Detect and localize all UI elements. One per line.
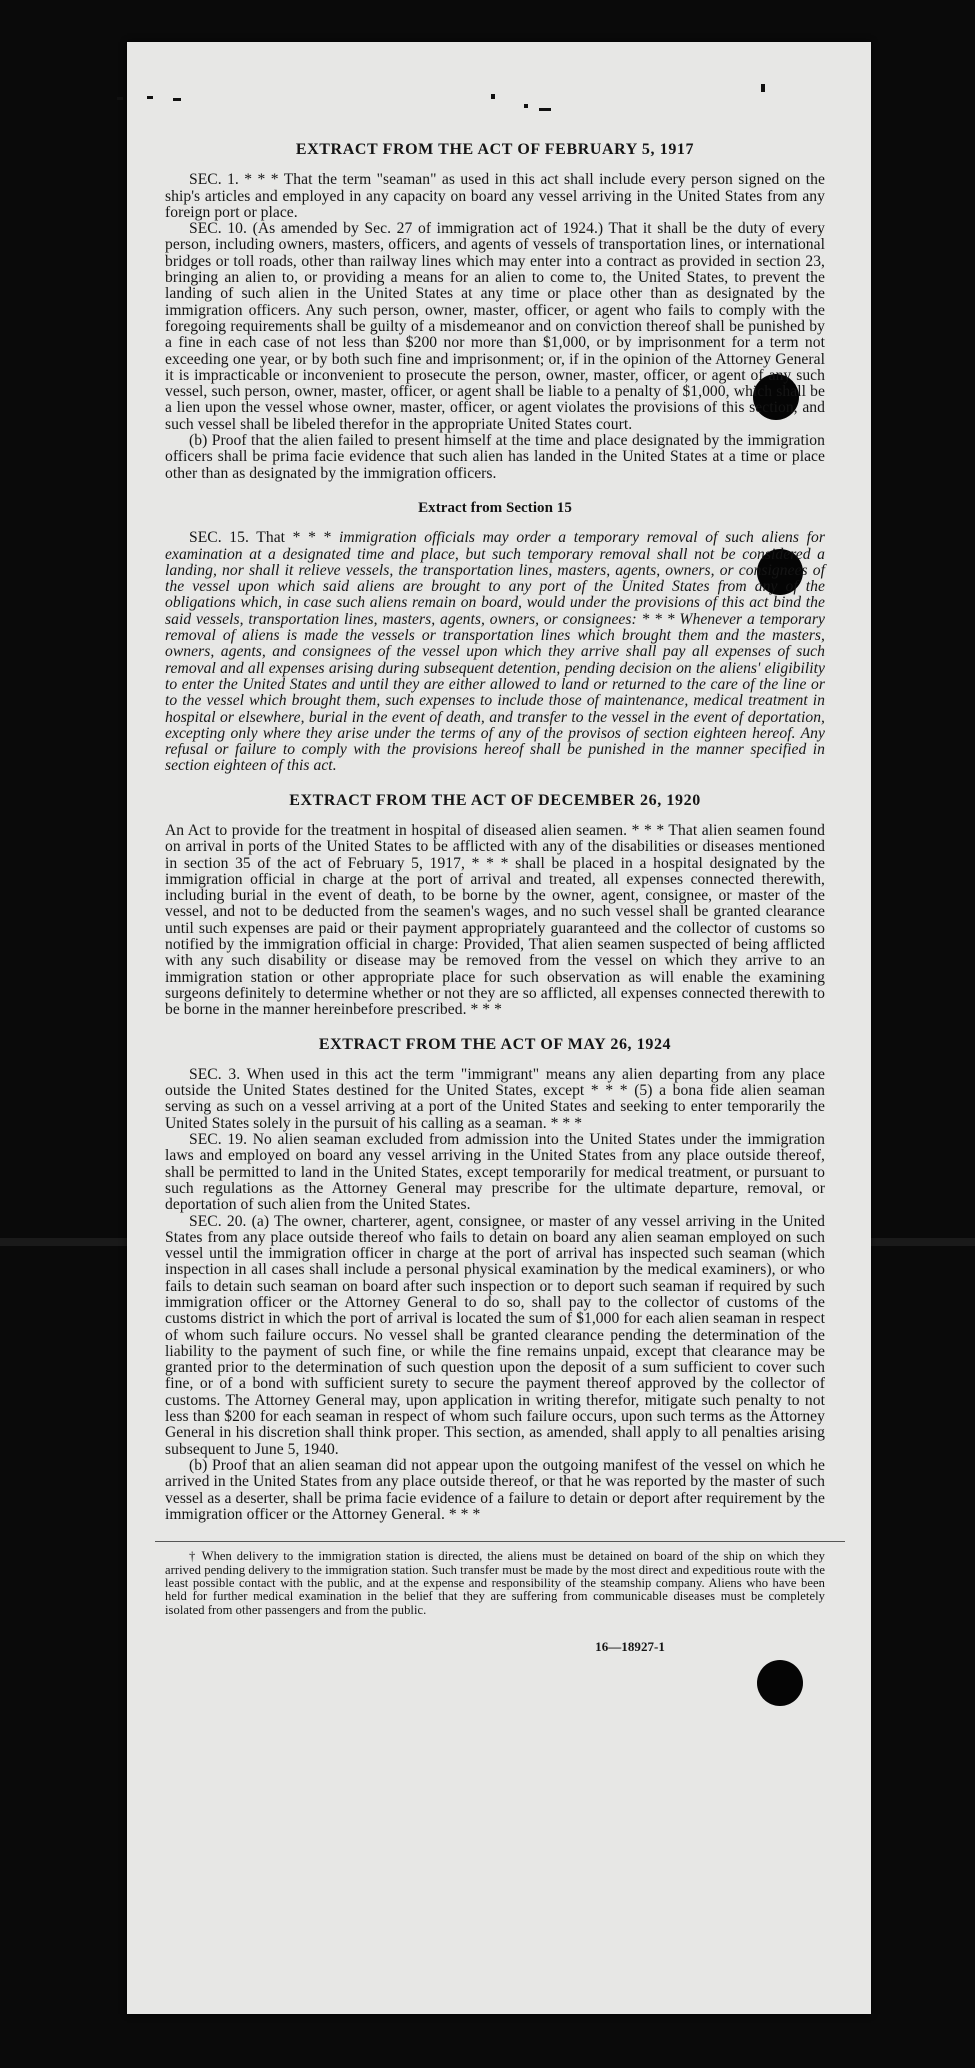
paragraph: SEC. 10. (As amended by Sec. 27 of immigration act of 1924.) That it shall be the duty of every person, including owners, masters, officers, and agents of vessels of transportation lines, or international bridges or toll roads, other than railway lines which may enter into a contract as provided in section 23, bringing an alien to, or providing a means for an alien to come to, the United States, to prevent the landing of such alien in the United States at any time or place other than as designated by the immigration officers. Any such person, owner, master, officer, or agent who fails to comply with the foregoing requirements shall be guilty of a misdemeanor and on conviction thereof shall be punished by a fine in each case of not less than $200 nor more than $1,000, or by imprisonment for a term not exceeding one year, or by both such fine and imprisonment; or, if in the opinion of the Attorney General it is impracticable or inconvenient to prosecute the person, owner, master, officer, or agent of any such vessel, such person, owner, master, officer, or agent shall be liable to a penalty of $1,000, which shall be a lien upon the vessel whose owner, master, officer, or agent violates the provisions of this section, and such vessel shall be libeled therefor in the appropriate United States court. [165,220,825,433]
scan-speck [147,96,153,99]
paragraph: (b) Proof that an alien seaman did not appear upon the outgoing manifest of the vessel on which he arrived in the United States from any place outside thereof, or that he was reported by the master of such vessel as a deserter, shall be prima facie evidence of a failure to detain or deport after requirement by the immigration officer or the Attorney General. * * * [165,1456,825,1523]
section-heading: EXTRACT FROM THE ACT OF DECEMBER 26, 1920 [289,791,701,809]
paper-sheet [127,42,871,2014]
section-act-1920 [165,793,825,1019]
punch-hole [757,1660,803,1706]
section-heading: EXTRACT FROM THE ACT OF MAY 26, 1924 [318,1035,672,1053]
footnote: † When delivery to the immigration station is directed, the aliens must be detained on board of the ship on which they arrived pending delivery to the immigration station. Such transfer must be made by the most direct and expeditious route with the least possible contact with the public, and at the expense and responsibility of the steamship company. Aliens who have been held for further medical examination in the belief that they are suffering from communicable diseases must be completely isolated from other passengers and from the public. [165,1549,825,1617]
paragraph [165,530,825,774]
section-subheading: Extract from Section 15 [418,499,572,516]
scan-speck [117,97,123,100]
scan-speck [761,84,765,92]
paragraph-lead: SEC. 15. That * * * [189,529,340,547]
scan-speck [524,104,528,108]
paragraph: SEC. 1. * * * That the term "seaman" as used in this act shall include every person signed on the ship's articles and employed in any capacity on board any vessel arriving in the United States from any foreign port or place. [165,171,825,221]
paragraph: SEC. 19. No alien seaman excluded from admission into the United States under the immigration laws and employed on board any vessel arriving in the United States from any place outside thereof, shall be permitted to land in the United States, except temporarily for medical treatment, or pursuant to such regulations as the Attorney General may prescribe for the ultimate departure, removal, or deportation of such alien from the United States. [165,1131,825,1214]
scan-speck [173,98,181,101]
paragraph: (b) Proof that the alien failed to present himself at the time and place designated by the immigration officers shall be prima facie evidence that such alien has landed in the United States at a time or place other than as designated by the immigration officers. [165,432,825,482]
document-number: 16—18927-1 [595,1639,665,1655]
italic-text: immigration officials may order a temporary removal of such aliens for examination at a designated time and place, but such temporary removal shall not be considered a landing, nor shall it relieve vessels, the transportation lines, masters, agents, owners, or consignees of the vessel upon which said aliens are brought to any port of the United States from any of the obligations which, in case such aliens remain on board, would under the provisions of this act bind the said vessels, transportation lines, masters, agents, owners, or consignees: * * * Whenever a temporary removal of aliens is made the vessels or transportation lines which brought them and the masters, owners, agents, and consignees of the vessel upon which they arrive shall pay all expenses of such removal and all expenses arising during subsequent detention, pending decision on the aliens' eligibility to enter the United States and until they are either allowed to land or returned to the care of the line or to the vessel which brought them, such expenses to include those of maintenance, medical treatment in hospital or elsewhere, burial in the event of death, and transfer to the vessel in the event of deportation, excepting only where they arise under the terms of any of the provisos of section eighteen hereof. Any refusal or failure to comply with the provisions hereof shall be punished in the manner specified in section eighteen of this act. [165,529,825,775]
document-body [165,142,825,1655]
paragraph: SEC. 3. When used in this act the term "immigrant" means any alien departing from any place outside the United States destined for the United States, except * * * (5) a bona fide alien seaman serving as such on a vessel arriving at a port of the United States and seeking to enter temporarily the United States solely in the pursuit of his calling as a seaman. * * * [165,1065,825,1132]
section-act-1924 [165,1037,825,1524]
paragraph: An Act to provide for the treatment in hospital of diseased alien seamen. * * * That alien seamen found on arrival in ports of the United States to be afflicted with any of the disabilities or diseases mentioned in section 35 of the act of February 5, 1917, * * * shall be placed in a hospital designated by the immigration official in charge at the port of arrival and treated, all expenses connected therewith, including burial in the event of death, to be borne by the owner, agent, consignee, or master of the vessel, and not to be deducted from the seamen's wages, and no such vessel shall be granted clearance until such expenses are paid or their payment appropriately guaranteed and the collector of customs so notified by the immigration official in charge: Provided, That alien seamen suspected of being afflicted with any such disability or disease may be removed from the vessel on which they arrive to an immigration station or other appropriate place for such observation as will enable the examining surgeons definitely to determine whether or not they are so afflicted, all expenses connected therewith to be borne in the manner hereinbefore prescribed. * * * [165,821,825,1019]
scan-speck [491,94,495,99]
section-extract-15 [165,500,825,775]
paragraph: SEC. 20. (a) The owner, charterer, agent, consignee, or master of any vessel arriving in the United States from any place outside thereof who fails to detain on board any alien seaman employed on such vessel until the immigration officer in charge at the port of arrival has inspected such seaman (which inspection in all cases shall include a personal physical examination by the medical examiners), or who fails to detain such seaman on board after such inspection or to deport such seaman if required by such immigration officer or the Attorney General to do so, shall pay to the collector of customs of the customs district in which the port of arrival is located the sum of $1,000 for each alien seaman in respect of whom such failure occurs. No vessel shall be granted clearance pending the determination of the liability to the payment of such fine, or while the fine remains unpaid, except that clearance may be granted prior to the determination of such question upon the deposit of a sum sufficient to cover such fine, or of a bond with sufficient surety to secure the payment thereof approved by the collector of customs. The Attorney General may, upon application in writing therefor, mitigate such penalty to not less than $200 for each seaman in respect of whom such failure occurs, upon such terms as the Attorney General in his discretion shall think proper. This section, as amended, shall apply to all penalties arising subsequent to June 5, 1940. [165,1212,825,1458]
scan-speck [539,108,551,111]
section-act-1917 [165,142,825,482]
footnote-divider [155,1541,845,1542]
section-heading: EXTRACT FROM THE ACT OF FEBRUARY 5, 1917 [295,141,695,158]
